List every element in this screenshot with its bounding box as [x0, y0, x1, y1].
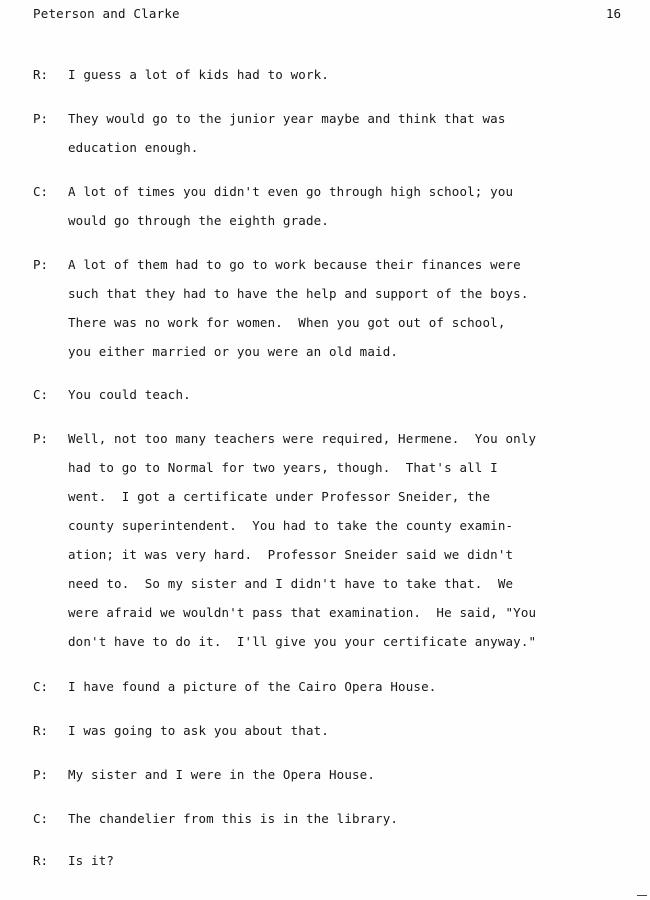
- speech-text: [68, 767, 628, 796]
- speaker-label: P:: [33, 257, 49, 272]
- speech-text: [68, 67, 628, 96]
- speech-line: They would go to the junior year maybe and think that was: [68, 111, 506, 126]
- speaker-label: C:: [33, 184, 49, 199]
- speaker-label: R:: [33, 723, 49, 738]
- speech-line: had to go to Normal for two years, though. That's all I: [68, 460, 498, 475]
- speech-line: My sister and I were in the Opera House.: [68, 767, 376, 782]
- speech-text: [68, 184, 628, 242]
- speech-text: [68, 679, 628, 708]
- speech-line: Well, not too many teachers were required, Hermene. You only: [68, 431, 537, 446]
- speech-line: I have found a picture of the Cairo Opera House.: [68, 679, 437, 694]
- speech-line: went. I got a certificate under Professor Sneider, the: [68, 489, 491, 504]
- speech-text: [68, 257, 628, 373]
- speaker-label: P:: [33, 431, 49, 446]
- speech-text: [68, 387, 628, 416]
- speech-line: I was going to ask you about that.: [68, 723, 329, 738]
- speech-line: education enough.: [68, 140, 199, 155]
- speech-line: county superintendent. You had to take the county examin-: [68, 518, 514, 533]
- speech-line: A lot of times you didn't even go through high school; you: [68, 184, 514, 199]
- speaker-label: C:: [33, 387, 49, 402]
- speech-line: don't have to do it. I'll give you your certificate anyway.": [68, 634, 537, 649]
- speech-line: ation; it was very hard. Professor Sneider said we didn't: [68, 547, 514, 562]
- speech-line: would go through the eighth grade.: [68, 213, 329, 228]
- speech-line: A lot of them had to go to work because their finances were: [68, 257, 521, 272]
- speech-line: need to. So my sister and I didn't have to take that. We: [68, 576, 514, 591]
- speech-line: You could teach.: [68, 387, 191, 402]
- speech-line: There was no work for women. When you got out of school,: [68, 315, 506, 330]
- speech-line: Is it?: [68, 853, 115, 868]
- speech-text: [68, 723, 628, 752]
- speaker-label: C:: [33, 679, 49, 694]
- running-header: Peterson and Clarke: [33, 6, 180, 21]
- speech-text: [68, 853, 628, 882]
- speaker-label: P:: [33, 111, 49, 126]
- speech-line: were afraid we wouldn't pass that examination. He said, "You: [68, 605, 537, 620]
- speech-line: you either married or you were an old maid.: [68, 344, 399, 359]
- margin-mark: [637, 895, 647, 896]
- speech-text: [68, 811, 628, 840]
- speaker-label: C:: [33, 811, 49, 826]
- speaker-label: R:: [33, 67, 49, 82]
- speech-line: such that they had to have the help and support of the boys.: [68, 286, 529, 301]
- page-number: 16: [606, 6, 622, 21]
- speech-line: The chandelier from this is in the library.: [68, 811, 399, 826]
- speaker-label: R:: [33, 853, 49, 868]
- speech-text: [68, 431, 628, 663]
- speaker-label: P:: [33, 767, 49, 782]
- speech-line: I guess a lot of kids had to work.: [68, 67, 329, 82]
- speech-text: [68, 111, 628, 169]
